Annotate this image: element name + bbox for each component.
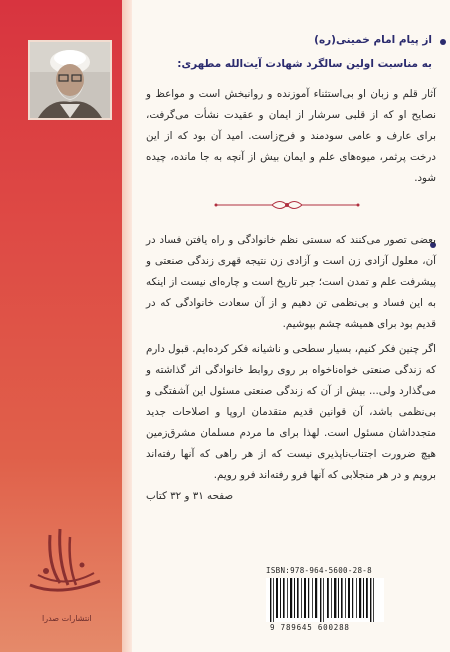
quote-source-heading <box>314 34 432 46</box>
isbn-label: ISBN:978-964-5600-28-8 <box>266 566 372 575</box>
motahari-quote <box>146 230 436 507</box>
khomeini-quote <box>146 84 436 189</box>
heading-line-1: از پیام امام خمینی(ره) <box>314 34 432 46</box>
heading-line-2: به مناسبت اولین سالگرد شهادت آیت‌الله مطهری: <box>177 58 432 70</box>
ornament-divider-icon <box>212 198 362 212</box>
publisher-logo <box>20 525 110 605</box>
quote-2-paragraph-1: بعضی تصور می‌کنند که سستی نظم خانوادگی و راه یافتن فساد در آن، معلول آزادی زن است و آزادی زن نتیجه قهری زندگی صنعتی و پیشرفت علم و تمدن است؛ جبر تاریخ است و چاره‌ای نیست از اینکه به این فساد و بی‌نظمی تن دهیم و از آن سعادت خانوادگی که در قدیم بود برای همیشه چشم بپوشیم. <box>146 234 436 330</box>
band-edge <box>122 0 132 652</box>
barcode-number: 9 789645 600288 <box>270 623 350 632</box>
quote-1-text: آثار قلم و زبان او بی‌استثناء آموزنده و روانبخش است و مواعظ و نصایح او که از قلبی سرشار از ایمان و عقیدت نشأت می‌گرفت، برای عارف و عامی سودمند و فرح‌زاست. امید آن بود که از این درخت پرثمر، میوه‌های علم و ایمان بیش از آنچه به جا مانده، چیده شود. <box>146 88 436 184</box>
barcode-icon <box>266 578 384 622</box>
quote-occasion-heading <box>177 58 432 70</box>
author-portrait <box>28 40 112 120</box>
publisher-name: انتشارات صدرا <box>42 614 92 623</box>
quote-2-paragraph-2: اگر چنین فکر کنیم، بسیار سطحی و ناشیانه فکر کرده‌ایم. قبول دارم که زندگی صنعتی خواه‌ناخواه بر روی روابط خانوادگی اثر گذاشته و می‌گذارد ولی... بیش از آن که زندگی صنعتی مسئول این آشفتگی و بی‌نظمی باشد، آن قوانین قدیم متقدمان اروپا و اصلاحات جدید متجدداشان مسئول است. لهذا برای ما مردم مسلمان مشرق‌زمین هیچ ضرورت اجتناب‌ناپذیری نیست که از هر راهی که آنها رفته‌اند برویم و در هر منجلابی که آنها فرو رفته‌اند فرو رویم. <box>146 343 436 481</box>
page-reference: صفحه ۳۱ و ۳۲ کتاب <box>146 490 234 502</box>
bullet-icon <box>440 39 446 45</box>
